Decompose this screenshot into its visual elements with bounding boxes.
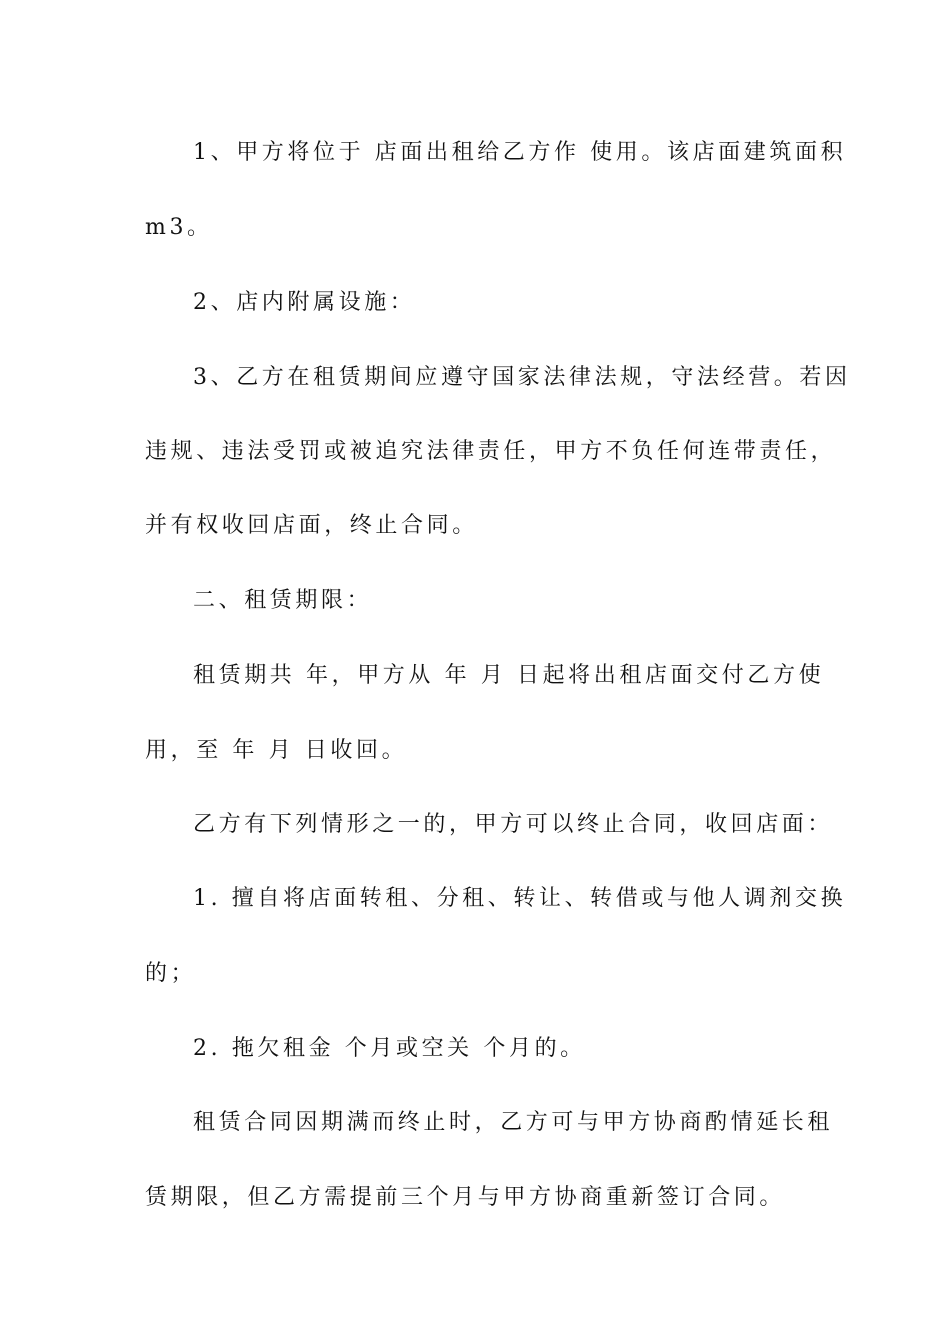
termination-item-1-line-1: 1. 擅自将店面转租、分租、转让、转借或与他人调剂交换 bbox=[193, 886, 847, 911]
clause-3-line-1: 3、乙方在租赁期间应遵守国家法律法规，守法经营。若因 bbox=[193, 365, 851, 390]
clause-3-line-3: 并有权收回店面，终止合同。 bbox=[145, 513, 478, 538]
clause-2-line: 2、店内附属设施： bbox=[193, 290, 416, 315]
renewal-line-1: 租赁合同因期满而终止时，乙方可与甲方协商酌情延长租 bbox=[193, 1110, 834, 1135]
section-2-heading: 二、租赁期限： bbox=[193, 588, 373, 613]
renewal-line-2: 赁期限，但乙方需提前三个月与甲方协商重新签订合同。 bbox=[145, 1185, 786, 1210]
clause-1-line-2: m3。 bbox=[145, 215, 213, 240]
termination-item-2-line: 2. 拖欠租金 个月或空关 个月的。 bbox=[193, 1036, 586, 1061]
lease-term-line-1: 租赁期共 年，甲方从 年 月 日起将出租店面交付乙方使 bbox=[193, 663, 825, 688]
termination-intro-line: 乙方有下列情形之一的，甲方可以终止合同，收回店面： bbox=[193, 812, 834, 837]
clause-1-line-1: 1、甲方将位于 店面出租给乙方作 使用。该店面建筑面积 bbox=[193, 140, 847, 165]
lease-term-line-2: 用，至 年 月 日收回。 bbox=[145, 738, 408, 763]
clause-3-line-2: 违规、违法受罚或被追究法律责任，甲方不负任何连带责任， bbox=[145, 439, 837, 464]
termination-item-1-line-2: 的； bbox=[145, 961, 197, 986]
